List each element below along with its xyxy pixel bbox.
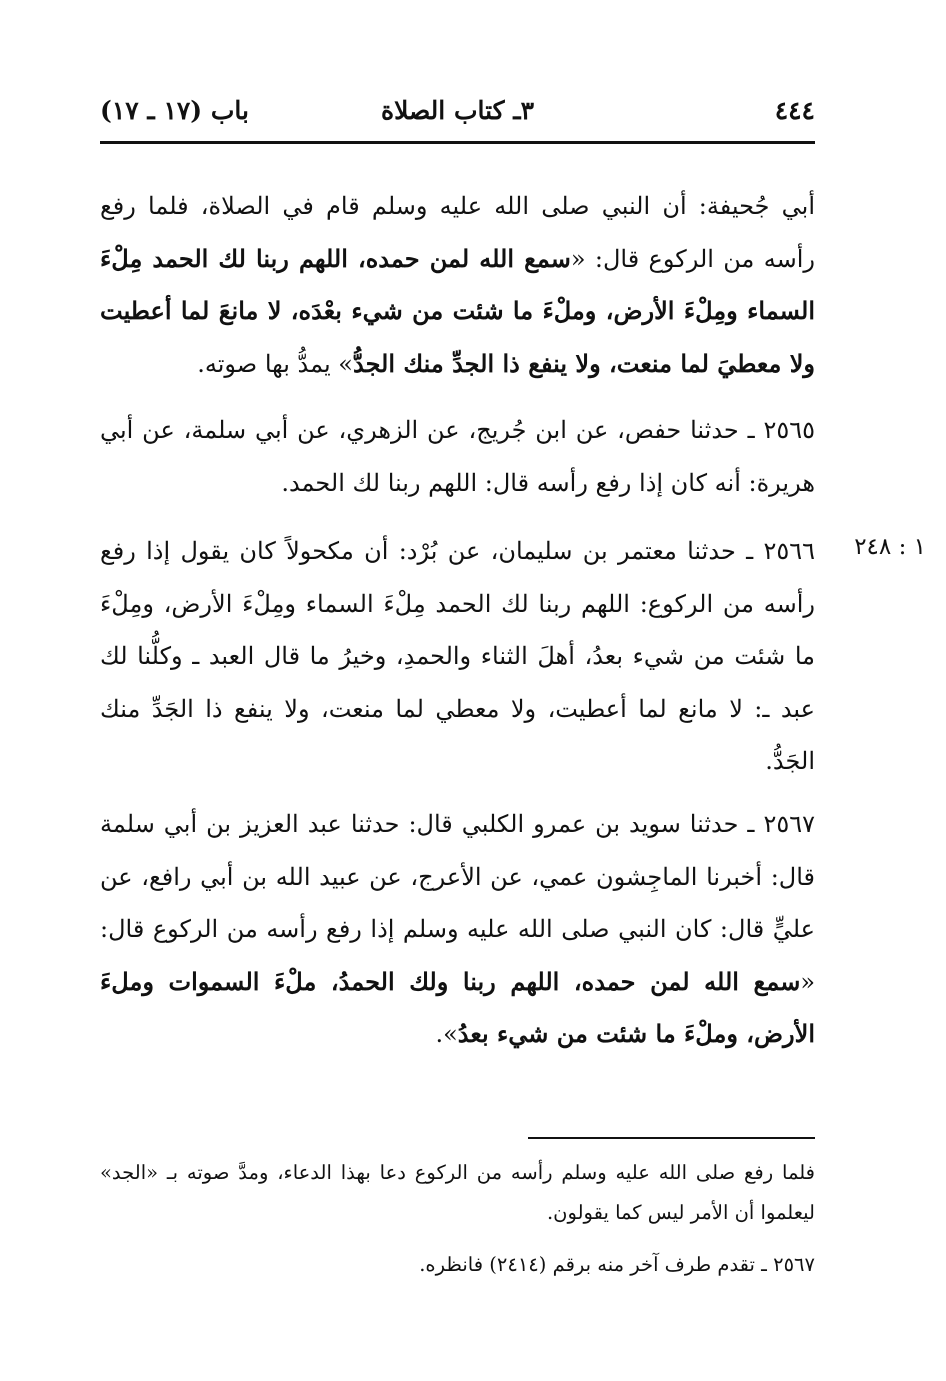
footnote-rule bbox=[528, 1137, 815, 1139]
hadith-2565 bbox=[100, 404, 815, 509]
bold-quote: سمع الله لمن حمده، اللهم ربنا لك الحمد مِلْءَ السماء ومِلْءَ الأرض، وملْءَ ما شئت من شيء بعْدَه، لا مانعَ لما أعطيت ولا معطيَ لما منعت، ولا ينفع ذا الجدِّ منك الجدُّ bbox=[100, 243, 815, 378]
header-rule bbox=[100, 141, 815, 144]
hadith-2567 bbox=[100, 798, 815, 1061]
text-run: » يمدُّ بها صوته. bbox=[197, 349, 353, 378]
text-run: اللهم ربنا لك الحمد. bbox=[281, 468, 478, 497]
text-run: ٢٥٦٧ ـ حدثنا سويد بن عمرو الكلبي قال: حدثنا عبد العزيز بن أبي سلمة قال: أخبرنا الماجِشون عمي، عن الأعرج، عن عبيد الله بن أبي رافع، عن عليٍّ قال: كان النبي صلى الله عليه وسلم إذا رفع رأسه من الركوع قال: « bbox=[100, 810, 815, 996]
footnote: ٢٥٦٧ ـ تقدم طرف آخر منه برقم (٢٤١٤) فانظره. bbox=[419, 1253, 815, 1276]
margin-reference: ١ : ٢٤٨ bbox=[854, 534, 926, 560]
text-run: أبي جُحيفة: أن النبي صلى الله عليه وسلم قام في الصلاة، فلما رفع رأسه من الركوع قال: « bbox=[100, 192, 815, 273]
page-number: ٤٤٤ bbox=[774, 96, 815, 125]
text-run: ». bbox=[435, 1020, 458, 1048]
hadith-2566 bbox=[100, 525, 815, 788]
chapter-reference: باب (١٧ ـ ١٧) bbox=[100, 96, 249, 125]
book-title: ٣ـ كتاب الصلاة bbox=[380, 96, 535, 125]
footnote: فلما رفع صلى الله عليه وسلم رأسه من الركوع دعا بهذا الدعاء، ومدَّ صوته بـ «الجد» ليعلموا أن الأمر ليس كما يقولون. bbox=[100, 1161, 815, 1224]
hadith-paragraph-continuation bbox=[100, 180, 815, 390]
page-header bbox=[100, 96, 815, 140]
text-run: ٢٥٦٥ ـ حدثنا حفص، عن ابن جُريج، عن الزهري، عن أبي سلمة، عن أبي هريرة: أنه كان إذا رفع رأسه قال: bbox=[100, 416, 815, 497]
bold-quote: سمع الله لمن حمده، اللهم ربنا ولك الحمدُ، ملْءَ السموات وملءَ الأرض، وملْءَ ما شئت من شيء بعدُ bbox=[100, 966, 815, 1048]
text-run: ٢٥٦٦ ـ حدثنا معتمر بن سليمان، عن بُرْد: أن مكحولاً كان يقول إذا رفع رأسه من الركوع: اللهم ربنا لك الحمد مِلْءَ السماء ومِلْءَ الأرض، ومِلْءَ ما شئت من شيء بعدُ، أهلَ الثناء والحمدِ، وخيرُ ما قال العبد ـ وكلُّنا لك عبد ـ: لا مانع لما أعطيت، ولا معطي لما منعت، ولا ينفع ذا الجَدِّ منك الجَدُّ. bbox=[100, 537, 815, 775]
